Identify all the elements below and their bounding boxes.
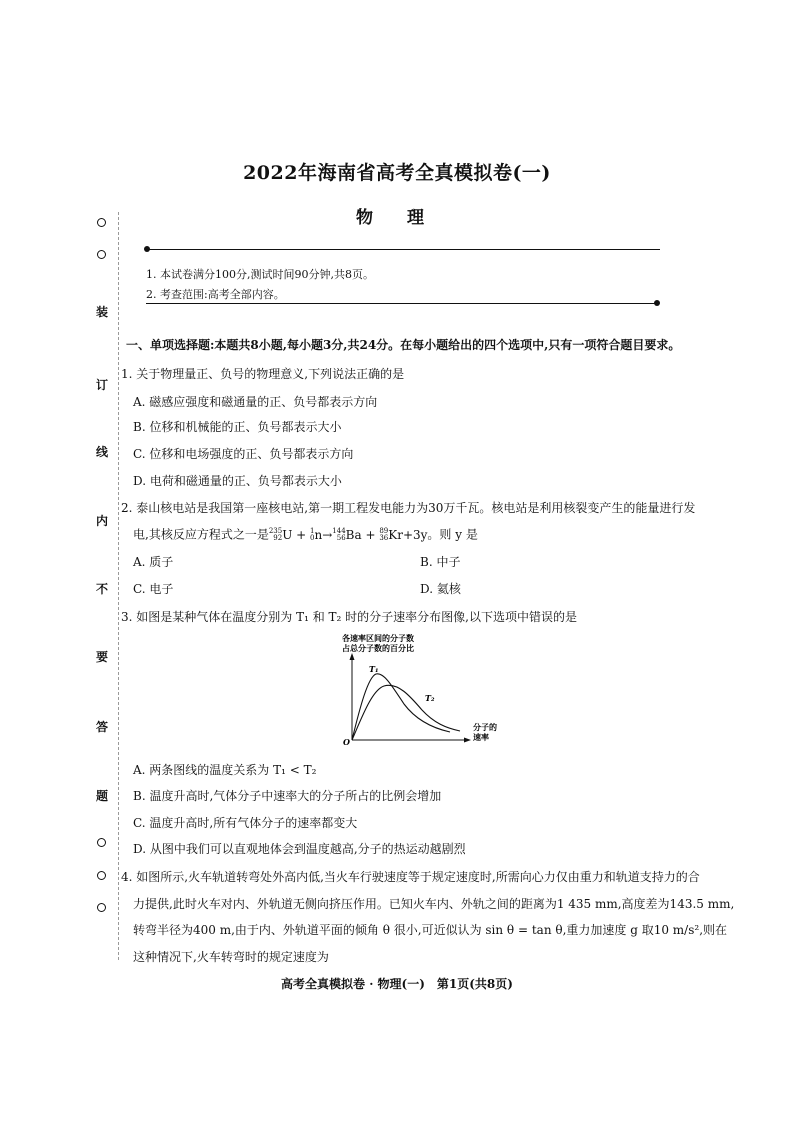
- q1-stem: 1. 关于物理量正、负号的物理意义,下列说法正确的是: [121, 367, 405, 381]
- binding-ring: [97, 903, 106, 912]
- binding-ring: [97, 871, 106, 880]
- binding-line: [118, 212, 120, 960]
- speed-distribution-graph: [340, 632, 510, 747]
- q1-option-c: C. 位移和电场强度的正、负号都表示方向: [133, 447, 354, 461]
- graph-ylabel-line2: 占总分子数的百分比: [342, 643, 414, 653]
- curve-t2: [352, 685, 460, 740]
- graph-xlabel-line1: 分子的: [473, 722, 497, 732]
- y-axis-arrow: [350, 653, 355, 660]
- q3-option-d: D. 从图中我们可以直观地体会到温度越高,分子的热运动越剧烈: [133, 842, 466, 856]
- q3-stem: 3. 如图是某种气体在温度分别为 T₁ 和 T₂ 时的分子速率分布图像,以下选项中错误的是: [121, 610, 577, 624]
- exam-title: 2022年海南省高考全真模拟卷(一): [243, 162, 551, 184]
- binding-char: 装: [95, 305, 108, 319]
- binding-char: 内: [95, 514, 108, 528]
- q1-option-a: A. 磁感应强度和磁通量的正、负号都表示方向: [133, 395, 378, 409]
- q2-stem-prefix: 电,其核反应方程式之一是: [133, 527, 269, 542]
- binding-ring: [97, 838, 106, 847]
- graph-ylabel-line1: 各速率区间的分子数: [342, 633, 414, 643]
- curve-t2-label: T₂: [425, 693, 435, 703]
- q2-option-b: B. 中子: [420, 555, 461, 569]
- binding-char: 线: [95, 445, 108, 459]
- note-1: 1. 本试卷满分100分,测试时间90分钟,共8页。: [146, 268, 374, 281]
- q3-option-a: A. 两条图线的温度关系为 T₁ < T₂: [133, 763, 317, 777]
- graph-origin: O: [343, 737, 350, 747]
- q4-line: 转弯半径为400 m,由于内、外轨道平面的倾角 θ 很小,可近似认为 sin θ = tan θ,重力加速度 g 取10 m/s²,则在: [133, 923, 728, 937]
- page-footer: 高考全真模拟卷 · 物理(一) 第1页(共8页): [281, 977, 513, 991]
- binding-char: 答: [95, 720, 108, 734]
- q4-line: 这种情况下,火车转弯时的规定速度为: [133, 950, 329, 964]
- q4-line: 力提供,此时火车对内、外轨道无侧向挤压作用。已知火车内、外轨之间的距离为1 435 mm,高度差为143.5 mm,: [133, 897, 735, 911]
- x-axis-arrow: [464, 738, 471, 743]
- q2-option-d: D. 氦核: [420, 582, 461, 596]
- reaction-equation: 235 92U + 1 0n→144 56Ba + 89 36Kr+3y: [268, 527, 428, 542]
- rule-dot-right: [654, 300, 660, 306]
- binding-char: 题: [95, 789, 108, 803]
- graph-xlabel-line2: 速率: [473, 732, 489, 742]
- q2-option-a: A. 质子: [133, 555, 174, 569]
- bottom-rule: [146, 303, 656, 304]
- q2-stem-suffix: 。则 y 是: [427, 527, 478, 542]
- q2-stem-line1: 2. 泰山核电站是我国第一座核电站,第一期工程发电能力为30万千瓦。核电站是利用核裂变产生的能量进行发: [121, 501, 696, 515]
- q3-option-b: B. 温度升高时,气体分子中速率大的分子所占的比例会增加: [133, 789, 442, 803]
- q1-option-b: B. 位移和机械能的正、负号都表示大小: [133, 420, 342, 434]
- q2-option-c: C. 电子: [133, 582, 174, 596]
- binding-ring: [97, 250, 106, 259]
- top-rule: [148, 249, 660, 250]
- binding-char: 要: [95, 650, 108, 664]
- curve-t1-label: T₁: [369, 664, 379, 674]
- note-2: 2. 考查范围:高考全部内容。: [146, 288, 285, 301]
- q2-stem-line2: [133, 528, 478, 542]
- subject-title: 物 理: [356, 208, 438, 228]
- section-heading: 一、单项选择题:本题共8小题,每小题3分,共24分。在每小题给出的四个选项中,只有一项符合题目要求。: [126, 338, 681, 352]
- binding-char: 订: [95, 378, 108, 392]
- binding-ring: [97, 218, 106, 227]
- binding-char: 不: [95, 582, 108, 596]
- q4-line: 4. 如图所示,火车轨道转弯处外高内低,当火车行驶速度等于规定速度时,所需向心力仅由重力和轨道支持力的合: [121, 870, 700, 884]
- q1-option-d: D. 电荷和磁通量的正、负号都表示大小: [133, 474, 342, 488]
- q3-option-c: C. 温度升高时,所有气体分子的速率都变大: [133, 816, 358, 830]
